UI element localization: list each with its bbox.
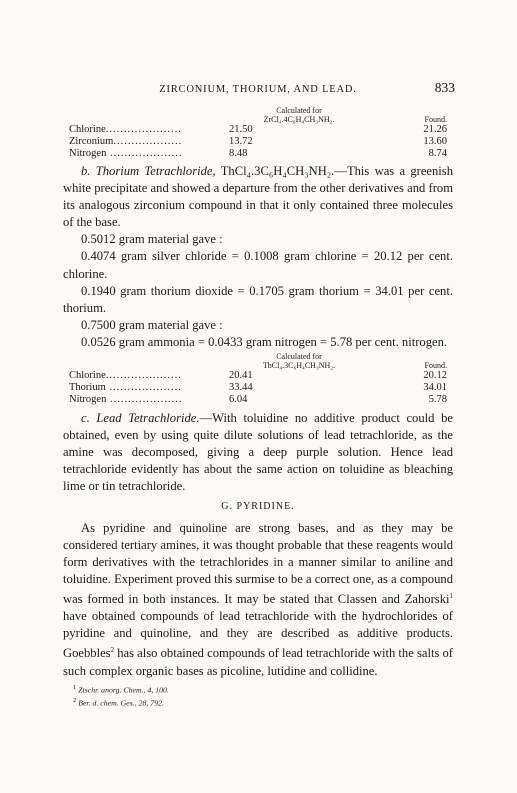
analysis-line: 0.1940 gram thorium dioxide = 0.1705 gram thorium = 34.01 per cent. thorium. — [63, 283, 453, 315]
calculated-value: 20.41 — [229, 370, 253, 382]
lead-description: —With toluidine no additive product could be obtained, even by using quite dilute solutions of lead tetrachloride, as the amine was decomposed, giving a deep purple solution. Hence lead tetrachloride evidently has about the same action on toluidine as bleaching lime or tin tetrachloride. — [63, 411, 453, 494]
element-name: Nitrogen — [69, 148, 107, 159]
found-value: 8.74 — [428, 148, 447, 159]
thorium-paragraph — [63, 163, 453, 231]
analysis-line: 0.5012 gram material gave : — [81, 232, 223, 247]
element-name: Chlorine — [69, 124, 106, 135]
found-header: Found. — [424, 361, 447, 371]
calc-header: Calculated for — [276, 106, 322, 115]
analysis-line: 0.0526 gram ammonia = 0.0433 gram nitrogen = 5.78 per cent. nitrogen. — [81, 334, 448, 349]
table-row: Thorium .................... 33.44 34.01 — [69, 382, 447, 394]
analysis-line: 0.4074 gram silver chloride = 0.1008 gram chlorine = 20.12 per cent. chlorine. — [63, 249, 453, 281]
analysis-table-thorium — [69, 352, 447, 406]
calculated-value: 13.72 — [229, 136, 253, 147]
thorium-formula: ThCl₄.3C₆H₄CH₃NH₂. — [220, 164, 335, 178]
calculated-value: 21.50 — [229, 124, 253, 135]
table-row: Chlorine..................... 21.50 21.26 — [69, 124, 447, 135]
analysis-line: 0.7500 gram material gave : — [81, 317, 223, 332]
element-name: Zirconium — [69, 136, 114, 147]
pyridine-paragraph — [63, 520, 453, 680]
table-row: Chlorine..................... 20.41 20.12 — [69, 370, 447, 382]
page-number: 833 — [434, 80, 455, 95]
thorium-description: —This was a greenish white precipitate and showed a departure from the other derivatives and from its analogous zirconium compound in that it only contained three molecules of the base. — [63, 164, 453, 230]
calc-formula: ZrCl₄.4C₆H₄CH₃NH₂. — [263, 115, 335, 124]
table-row: Zirconium................... 13.72 13.60 — [69, 136, 447, 147]
calculated-value: 8.48 — [229, 148, 248, 159]
found-value: 13.60 — [423, 136, 447, 147]
footnote-ref: 1 — [449, 591, 453, 600]
table-row: Nitrogen .................... 6.04 5.78 — [69, 394, 447, 406]
element-name: Nitrogen — [69, 394, 107, 406]
footnote-text: Ztschr. anorg. Chem., 4, 100. — [78, 685, 169, 695]
found-value: 5.78 — [428, 394, 447, 406]
footnote — [73, 696, 453, 709]
calculated-value: 6.04 — [229, 394, 248, 406]
pyridine-text-c: has also obtained compounds of lead tetrachloride with the salts of such complex organic bases as picoline, lutidine and collidine. — [63, 646, 453, 678]
footnote — [73, 683, 453, 696]
found-value: 34.01 — [423, 382, 447, 394]
calc-formula: ThCl₄.3C₆H₄CH₃NH₂. — [262, 361, 336, 371]
lead-paragraph — [63, 410, 453, 495]
pyridine-text-b: have obtained compounds of lead tetrachloride with the hydrochlorides of pyridine and quinoline, and they are described as additive products. Goebbles — [63, 609, 453, 661]
running-title: ZIRCONIUM, THORIUM, AND LEAD. — [159, 84, 357, 95]
footnote-text: Ber. d. chem. Ges., 28, 792. — [78, 698, 164, 708]
section-title: G. PYRIDINE. — [221, 500, 295, 512]
thorium-label: b. — [81, 164, 91, 178]
footnotes — [63, 683, 453, 709]
page — [63, 80, 453, 709]
found-value: 20.12 — [423, 370, 447, 382]
running-header — [63, 80, 453, 100]
calculated-value: 33.44 — [229, 382, 253, 394]
thorium-heading: Thorium Tetrachloride, — [95, 164, 216, 178]
found-value: 21.26 — [423, 124, 447, 135]
footnote-mark: 2 — [73, 696, 77, 704]
calc-header: Calculated for — [276, 352, 322, 362]
element-name: Chlorine — [69, 370, 106, 382]
footnote-mark: 1 — [73, 683, 77, 691]
analysis-table-zirconium — [69, 106, 447, 160]
lead-heading: Lead Tetrachloride. — [96, 411, 200, 426]
pyridine-text-a: As pyridine and quinoline are strong bases, and as they may be considered tertiary amines, it was thought probable that these reagents would form derivatives with the tetrachlorides in a manner similar to aniline and toluidine. Experiment proved this surmise to be a correct one, as a compound was formed in both instances. It may be stated that Classen and Zahorski — [63, 520, 453, 607]
element-name: Thorium — [69, 382, 106, 394]
lead-label: c. — [81, 411, 90, 426]
table-row: Nitrogen .................... 8.48 8.74 — [69, 148, 447, 159]
footnote-ref: 2 — [110, 646, 115, 655]
found-header: Found. — [424, 115, 447, 124]
